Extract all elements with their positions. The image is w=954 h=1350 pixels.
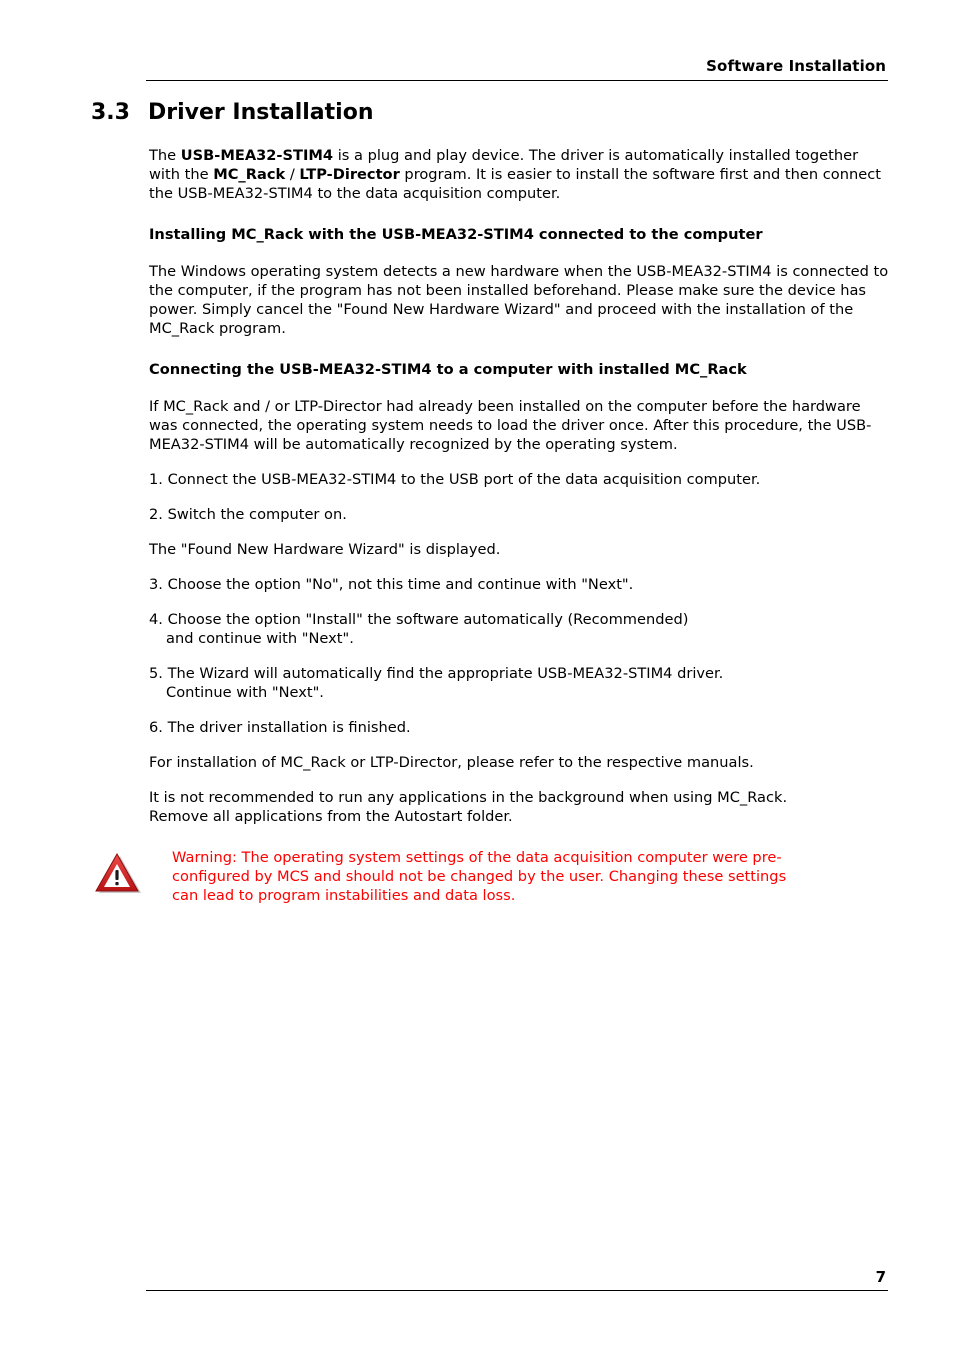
step-item bbox=[149, 610, 889, 648]
warning-triangle-icon bbox=[94, 852, 142, 896]
running-header: Software Installation bbox=[706, 57, 886, 75]
step-line: 5. The Wizard will automatically find the appropriate USB-MEA32-STIM4 driver. bbox=[149, 665, 724, 682]
header-rule bbox=[146, 80, 888, 81]
device-name: USB-MEA32-STIM4 bbox=[180, 147, 334, 164]
background-note bbox=[149, 788, 889, 826]
intro-text: The bbox=[149, 147, 181, 164]
intro-text: / bbox=[285, 166, 300, 183]
step-item: 3. Choose the option "No", not this time and continue with "Next". bbox=[149, 576, 634, 593]
step-item: 1. Connect the USB-MEA32-STIM4 to the USB port of the data acquisition computer. bbox=[149, 471, 761, 488]
step-item: 6. The driver installation is finished. bbox=[149, 719, 411, 736]
note-line: Remove all applications from the Autostart folder. bbox=[149, 808, 513, 825]
step-item: 2. Switch the computer on. bbox=[149, 506, 347, 523]
section-number: 3.3 bbox=[91, 100, 130, 125]
intro-paragraph bbox=[149, 146, 889, 203]
subsection-body: If MC_Rack and / or LTP-Director had already been installed on the computer before the hardware was connected, the operating system needs to load the driver once. After this procedure, the USB-MEA32-STIM4 will be automatically recognized by the operating system. bbox=[149, 398, 872, 453]
warning-text: Warning: The operating system settings of the data acquisition computer were pre-configured by MCS and should not be changed by the user. Changing these settings can lead to program instabilities and data loss. bbox=[172, 849, 787, 904]
page-number: 7 bbox=[875, 1268, 886, 1286]
manuals-note: For installation of MC_Rack or LTP-Director, please refer to the respective manuals. bbox=[149, 754, 754, 771]
intro-text: program. It is easier to install the software first and then connect the USB-MEA32-STIM4 to the data acquisition computer. bbox=[149, 166, 881, 202]
step-line: Continue with "Next". bbox=[166, 684, 324, 701]
wizard-note: The "Found New Hardware Wizard" is displayed. bbox=[149, 541, 501, 558]
section-heading bbox=[91, 100, 374, 125]
step-item bbox=[149, 664, 889, 702]
main-content bbox=[149, 146, 889, 826]
program-name: LTP-Director bbox=[299, 166, 400, 183]
note-line: It is not recommended to run any applications in the background when using MC_Rack. bbox=[149, 789, 788, 806]
subsection-body: The Windows operating system detects a new hardware when the USB-MEA32-STIM4 is connected to the computer, if the program has not been installed beforehand. Please make sure the device has power. Simply cancel the "Found New Hardware Wizard" and proceed with the installation of the MC_Rack program. bbox=[149, 263, 889, 337]
step-line: 4. Choose the option "Install" the software automatically (Recommended) bbox=[149, 611, 689, 628]
section-title: Driver Installation bbox=[148, 100, 374, 125]
subsection-heading: Installing MC_Rack with the USB-MEA32-STIM4 connected to the computer bbox=[149, 226, 763, 243]
step-line: and continue with "Next". bbox=[166, 630, 354, 647]
intro-text: is a plug and play device. The driver is automatically installed together with the bbox=[149, 147, 859, 183]
footer-rule bbox=[146, 1290, 888, 1291]
program-name: MC_Rack bbox=[213, 166, 286, 183]
subsection-heading: Connecting the USB-MEA32-STIM4 to a computer with installed MC_Rack bbox=[149, 361, 747, 378]
